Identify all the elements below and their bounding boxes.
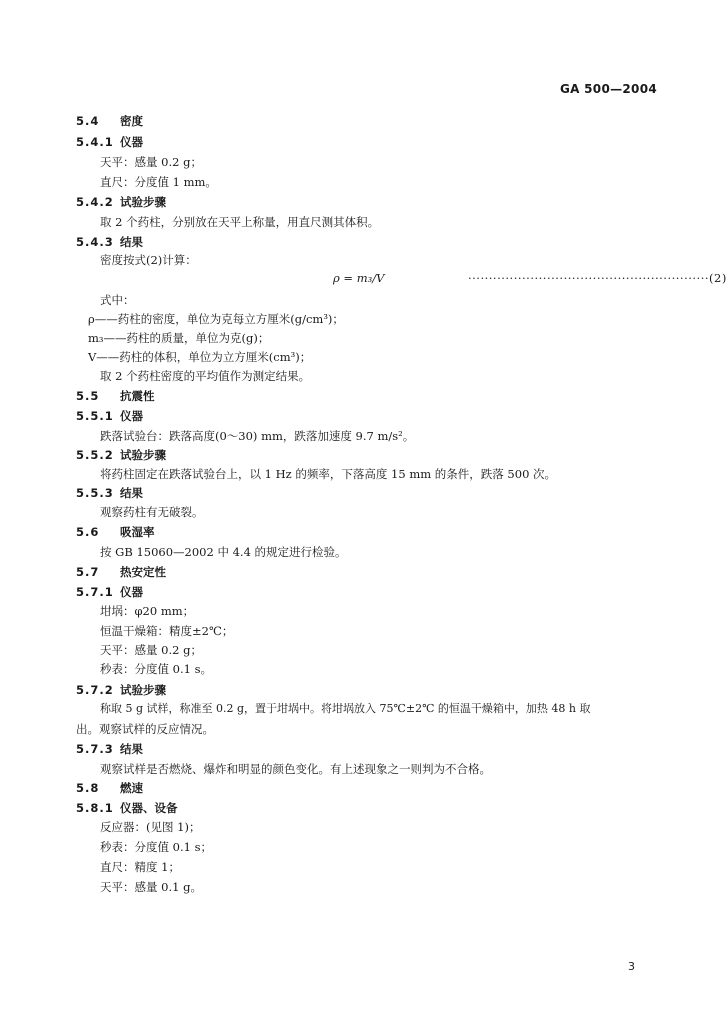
section-heading: 5.4 密度	[76, 114, 143, 128]
variable-definition: V——药柱的体积，单位为立方厘米(cm³)；	[88, 350, 312, 364]
density-formula: ρ = m₃/V	[333, 271, 385, 285]
subsection-heading: 5.5.2 试验步骤	[76, 448, 166, 462]
section-heading: 5.5 抗震性	[76, 389, 155, 403]
subsection-heading: 5.4.3 结果	[76, 235, 143, 249]
subsection-heading: 5.7.3 结果	[76, 742, 143, 756]
variable-definition: ρ——药柱的密度，单位为克每立方厘米(g/cm³)；	[88, 312, 344, 326]
section-heading: 5.7 热安定性	[76, 565, 166, 579]
body-text: 直尺：分度值 1 mm。	[100, 175, 217, 189]
variable-definition: m₃——药柱的质量，单位为克(g)；	[88, 331, 270, 345]
subsection-heading: 5.5.1 仪器	[76, 409, 143, 423]
body-text: 式中：	[100, 293, 135, 307]
body-text: 取 2 个药柱，分别放在天平上称量，用直尺测其体积。	[100, 215, 380, 229]
subsection-heading: 5.8.1 仪器、设备	[76, 801, 178, 815]
page-number: 3	[628, 960, 635, 973]
body-text: 恒温干燥箱：精度±2℃；	[100, 624, 234, 638]
body-text: 将药柱固定在跌落试验台上，以 1 Hz 的频率，下落高度 15 mm 的条件，跌落 500 次。	[100, 467, 557, 481]
body-text: 天平：感量 0.1 g。	[100, 880, 202, 894]
body-text: 取 2 个药柱密度的平均值作为测定结果。	[100, 369, 311, 383]
body-text: 直尺：精度 1；	[100, 860, 180, 874]
body-text: 密度按式(2)计算：	[100, 253, 197, 267]
body-text: 反应器：(见图 1)；	[100, 820, 201, 834]
body-text: 观察试样是否燃烧、爆炸和明显的颜色变化。有上述现象之一则判为不合格。	[100, 762, 491, 776]
body-text: 坩埚：φ20 mm；	[100, 604, 195, 618]
equation-leader: ··························································(2)	[468, 271, 727, 285]
subsection-heading: 5.4.2 试验步骤	[76, 195, 166, 209]
body-text: 天平：感量 0.2 g；	[100, 155, 202, 169]
body-text: 天平：感量 0.2 g；	[100, 643, 202, 657]
subsection-heading: 5.4.1 仪器	[76, 135, 143, 149]
body-text: 按 GB 15060—2002 中 4.4 的规定进行检验。	[100, 545, 347, 559]
body-text: 秒表：分度值 0.1 s。	[100, 662, 213, 676]
body-text: 称取 5 g 试样，称准至 0.2 g，置于坩埚中。将坩埚放入 75℃±2℃ 的恒温干燥箱中，加热 48 h 取	[100, 702, 591, 715]
equation-number: (2)	[709, 271, 727, 285]
section-heading: 5.8 燃速	[76, 781, 143, 795]
subsection-heading: 5.7.2 试验步骤	[76, 683, 166, 697]
subsection-heading: 5.5.3 结果	[76, 486, 143, 500]
standard-code-header: GA 500—2004	[559, 82, 657, 96]
subsection-heading: 5.7.1 仪器	[76, 585, 143, 599]
body-text: 观察药柱有无破裂。	[100, 505, 204, 519]
body-text: 跌落试验台：跌落高度(0～30) mm，跌落加速度 9.7 m/s²。	[100, 429, 415, 443]
body-text: 秒表：分度值 0.1 s；	[100, 840, 213, 854]
section-heading: 5.6 吸湿率	[76, 525, 155, 539]
body-text: 出。观察试样的反应情况。	[76, 722, 214, 736]
